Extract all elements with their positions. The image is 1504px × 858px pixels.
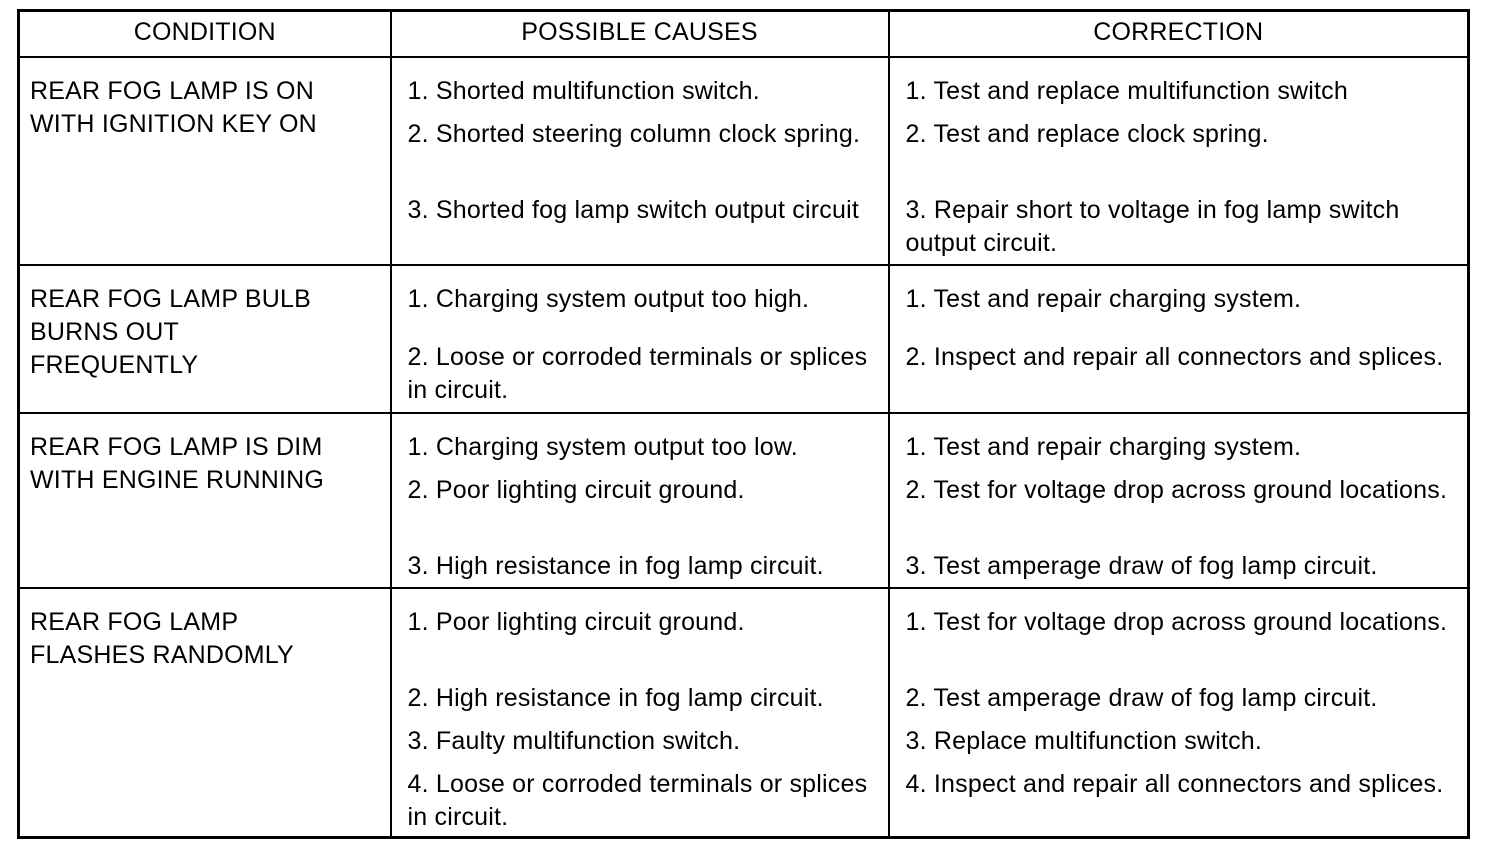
causes-cell — [391, 588, 889, 837]
cause-item: 3. High resistance in fog lamp circuit. — [407, 552, 824, 580]
header-correction: CORRECTION — [889, 11, 1469, 58]
causes-cell — [391, 265, 889, 413]
correction-cell — [889, 588, 1469, 837]
header-possible-causes: POSSIBLE CAUSES — [391, 11, 889, 58]
correction-cell — [889, 57, 1469, 265]
header-condition: CONDITION — [19, 11, 391, 58]
cause-item: 1. Charging system output too low. — [407, 433, 798, 461]
causes-cell — [391, 413, 889, 588]
condition-text: REAR FOG LAMP IS DIM WITH ENGINE RUNNING — [30, 433, 325, 494]
cause-item: 1. Shorted multifunction switch. — [407, 77, 760, 105]
cause-item: 2. Poor lighting circuit ground. — [407, 476, 745, 504]
correction-item: 2. Test for voltage drop across ground locations. — [905, 476, 1448, 504]
correction-item: 2. Test amperage draw of fog lamp circuit. — [905, 684, 1378, 712]
cause-item: 3. Faulty multifunction switch. — [407, 727, 741, 755]
cause-item: 1. Charging system output too high. — [407, 285, 810, 313]
cause-item: 2. High resistance in fog lamp circuit. — [407, 684, 824, 712]
correction-item: 3. Replace multifunction switch. — [905, 727, 1263, 755]
table-row — [19, 265, 1469, 413]
correction-item: 2. Inspect and repair all connectors and splices. — [905, 343, 1444, 371]
condition-cell — [19, 588, 391, 837]
correction-item: 2. Test and replace clock spring. — [905, 120, 1269, 148]
table-row — [19, 588, 1469, 837]
correction-item: 4. Inspect and repair all connectors and splices. — [905, 770, 1444, 798]
header-row — [19, 11, 1469, 58]
condition-text: REAR FOG LAMP IS ON WITH IGNITION KEY ON — [30, 77, 317, 138]
correction-item: 3. Repair short to voltage in fog lamp switch output circuit. — [905, 196, 1400, 257]
condition-text: REAR FOG LAMP BULB BURNS OUT FREQUENTLY — [30, 285, 311, 379]
correction-cell — [889, 413, 1469, 588]
cause-item: 2. Loose or corroded terminals or splices in circuit. — [407, 343, 868, 404]
diagnosis-table — [17, 9, 1470, 839]
correction-cell — [889, 265, 1469, 413]
condition-cell — [19, 57, 391, 265]
table-row — [19, 413, 1469, 588]
cause-item: 3. Shorted fog lamp switch output circuit — [407, 196, 859, 224]
cause-item: 1. Poor lighting circuit ground. — [407, 608, 745, 636]
condition-text: REAR FOG LAMP FLASHES RANDOMLY — [30, 608, 294, 669]
condition-cell — [19, 413, 391, 588]
condition-cell — [19, 265, 391, 413]
causes-cell — [391, 57, 889, 265]
cause-item: 2. Shorted steering column clock spring. — [407, 120, 861, 148]
correction-item: 3. Test amperage draw of fog lamp circuit. — [905, 552, 1378, 580]
correction-item: 1. Test and repair charging system. — [905, 285, 1302, 313]
correction-item: 1. Test for voltage drop across ground locations. — [905, 608, 1448, 636]
table-row — [19, 57, 1469, 265]
cause-item: 4. Loose or corroded terminals or splices in circuit. — [407, 770, 868, 831]
correction-item: 1. Test and replace multifunction switch — [905, 77, 1348, 105]
correction-item: 1. Test and repair charging system. — [905, 433, 1302, 461]
